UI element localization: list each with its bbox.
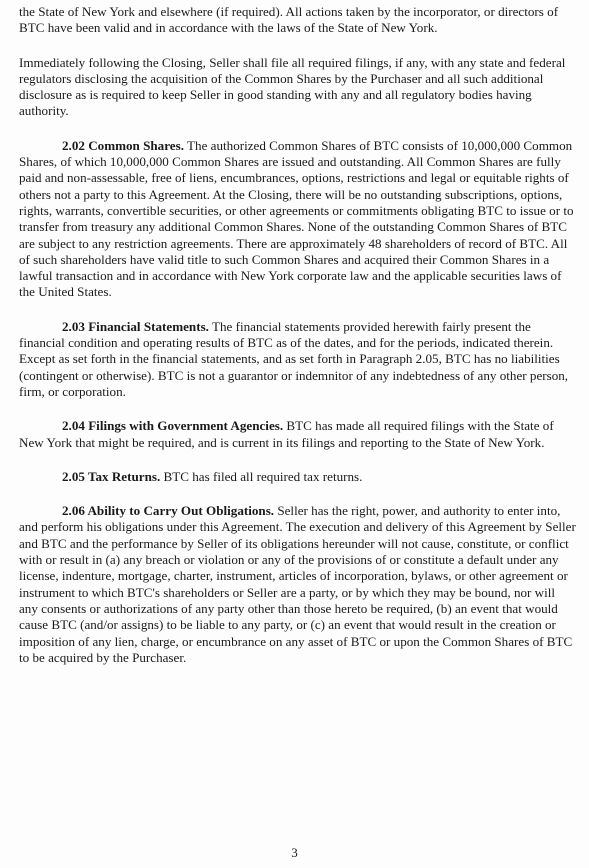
page-number: 3 bbox=[291, 845, 298, 860]
section-2-06-obligations bbox=[19, 503, 577, 666]
section-2-03-financial-statements bbox=[19, 319, 577, 400]
paragraph-closing-filings bbox=[19, 55, 577, 120]
section-heading: 2.04 Filings with Government Agencies. bbox=[62, 418, 284, 434]
section-heading: 2.05 Tax Returns. bbox=[62, 468, 161, 484]
section-heading: 2.03 Financial Statements. bbox=[62, 318, 209, 334]
document-body bbox=[19, 4, 577, 684]
section-text: BTC has made all required filings with the State of New York that might be required, and is current in its filings and reporting to the State of New York. bbox=[19, 418, 554, 450]
section-2-05-tax-returns bbox=[19, 469, 577, 485]
section-heading: 2.06 Ability to Carry Out Obligations. bbox=[62, 503, 275, 519]
section-2-04-filings bbox=[19, 418, 577, 451]
paragraph-text: Immediately following the Closing, Seller shall file all required filings, if any, with any state and federal regulators disclosing the acquisition of the Common Shares by the Purchaser and all such additional disclosure as is required to keep Seller in good standing with any and all regulatory bodies having authority. bbox=[19, 54, 566, 119]
section-text: The authorized Common Shares of BTC consists of 10,000,000 Common Shares, of which 10,000,000 Common Shares are issued and outstanding. All Common Shares are fully paid and non-assessable, free of liens, encumbrances, options, restrictions and legal or equitable rights of others not a party to this Agreement. At the Closing, there will be no outstanding subscriptions, options, rights, warrants, convertible securities, or other agreements or commitments obligating BTC to issue or to transfer from treasury any additional Common Shares. None of the outstanding Common Shares of BTC are subject to any restriction agreements. There are approximately 48 shareholders of record of BTC. All of such shareholders have valid title to such Common Shares and acquired their Common Shares in a lawful transaction and in accordance with New York corporate law and the applicable securities laws of the United States. bbox=[19, 137, 574, 300]
paragraph-continuation bbox=[19, 4, 577, 37]
paragraph-text: the State of New York and elsewhere (if required). All actions taken by the incorporator, or directors of BTC have been valid and in accordance with the laws of the State of New York. bbox=[19, 4, 559, 36]
section-2-02-common-shares bbox=[19, 138, 577, 301]
section-text: Seller has the right, power, and authority to enter into, and perform his obligations under this Agreement. The execution and delivery of this Agreement by Seller and BTC and the performance by Seller of its obligations hereunder will not cause, constitute, or conflict with or result in (a) any breach or violation or any of the provisions of or constitute a default under any license, indenture, mortgage, charter, instrument, articles of incorporation, bylaws, or other agreement or instrument to which BTC's shareholders or Seller are a party, or by which they may be bound, nor will any consents or authorizations of any party other than those hereto be required, (b) an event that would cause BTC (and/or assigns) to be liable to any party, or (c) an event that would result in the creation or imposition of any lien, charge, or encumbrance on any asset of BTC or upon the Common Shares of BTC to be acquired by the Purchaser. bbox=[19, 503, 576, 665]
section-text: BTC has filed all required tax returns. bbox=[160, 468, 363, 484]
section-heading: 2.02 Common Shares. bbox=[62, 137, 184, 153]
section-text: The financial statements provided herewith fairly present the financial condition and operating results of BTC as of the dates, and for the periods, indicated therein. Except as set forth in the financial statements, and as set forth in Paragraph 2.05, BTC has no liabilities (contingent or otherwise). BTC is not a guarantor or indemnitor of any indebtedness of any other person, firm, or corporation. bbox=[19, 318, 569, 399]
